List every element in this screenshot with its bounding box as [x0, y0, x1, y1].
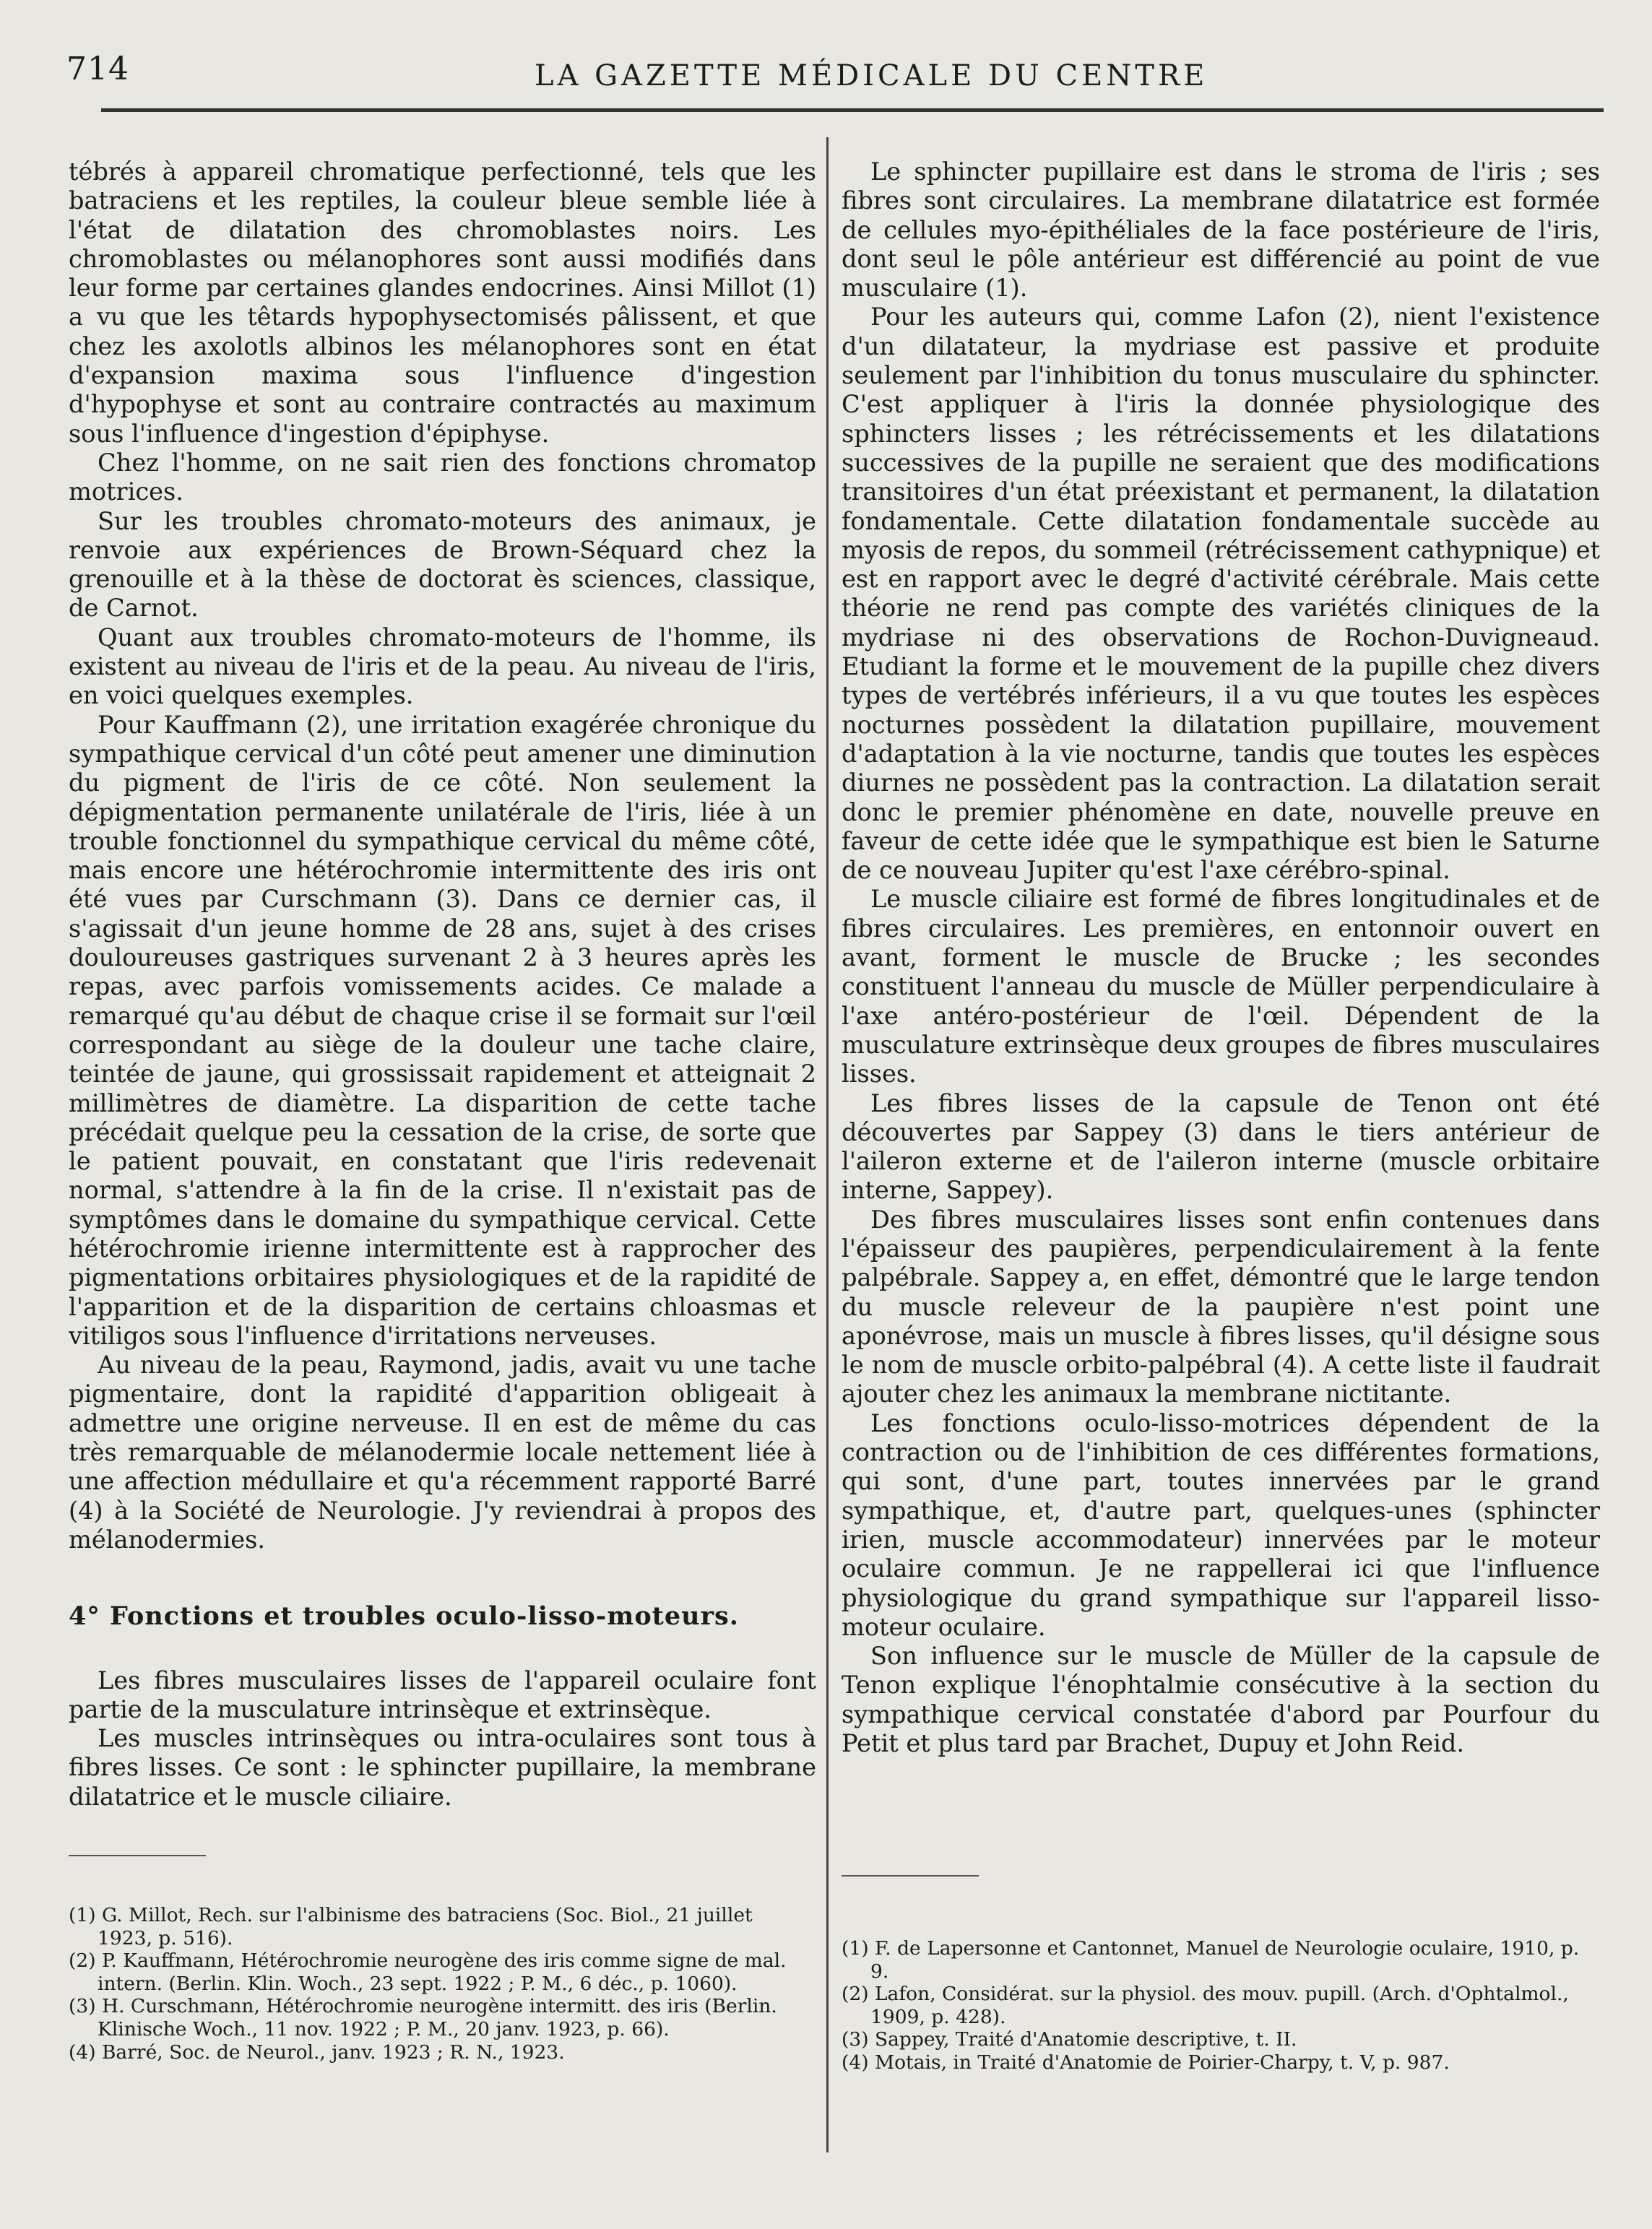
footnote: (3) Sappey, Traité d'Anatomie descriptive, t. II.: [842, 2028, 1297, 2051]
header-rule: [101, 108, 1604, 112]
paragraph: Pour Kauffmann (2), une irritation exagérée chronique du sympathique cervical d'un côté peut amener une diminution du pigment de l'iris de ce côté. Non seulement la dépigmentation permanente unilatérale de l'iris, liée à un trouble fonctionnel du sympathique cervical du même côté, mais encore une hétérochromie intermittente des iris ont été vues par Curschmann (3). Dans ce dernier cas, il s'agissait d'un jeune homme de 28 ans, sujet à des crises douloureuses gastriques survenant 2 à 3 heures après les repas, avec parfois vomissements acides. Ce malade a remarqué qu'au début de chaque crise il se formait sur l'œil correspondant au siège de la douleur une tache claire, teintée de jaune, qui grossissait rapidement et atteignait 2 millimètres de diamètre. La disparition de cette tache précédait quelque peu la cessation de la crise, de sorte que le patient pouvait, en constatant que l'iris redevenait normal, s'attendre à la fin de la crise. Il n'existait pas de symptômes dans le domaine du sympathique cervical. Cette hétérochromie irienne intermittente est à rapprocher des pigmentations orbitaires physiologiques et de la rapidité de l'apparition et de la disparition de certains chloasmas et vitiligos sous l'influence d'irritations nerveuses.: [69, 710, 816, 1350]
footnotes-left: [69, 1904, 813, 2064]
paragraph: Chez l'homme, on ne sait rien des fonctions chromatop motrices.: [69, 448, 816, 506]
paragraph: Le sphincter pupillaire est dans le stroma de l'iris ; ses fibres sont circulaires. La membrane dilatatrice est formée de cellules myo-épithéliales de la face postérieure de l'iris, dont seul le pôle antérieur est différencié au point de vue musculaire (1).: [842, 157, 1600, 303]
paragraph: Quant aux troubles chromato-moteurs de l'homme, ils existent au niveau de l'iris et de la peau. Au niveau de l'iris, en voici quelques exemples.: [69, 623, 816, 710]
footnote: (3) H. Curschmann, Hétérochromie neurogène intermitt. des iris (Berlin. Klinische Woch., 11 nov. 1922 ; P. M., 20 janv. 1923, p. 66).: [69, 1995, 777, 2040]
footnote: (4) Barré, Soc. de Neurol., janv. 1923 ; R. N., 1923.: [69, 2040, 565, 2064]
footnotes-right: [842, 1937, 1600, 2074]
journal-title: LA GAZETTE MÉDICALE DU CENTRE: [535, 59, 1208, 92]
footnote: (2) P. Kauffmann, Hétérochromie neurogène des iris comme signe de mal. intern. (Berlin. Klin. Woch., 23 sept. 1922 ; P. M., 6 déc., p. 1060).: [69, 1949, 787, 1995]
paragraph: Son influence sur le muscle de Müller de la capsule de Tenon explique l'énophtalmie consécutive à la section du sympathique cervical constatée d'abord par Pourfour du Petit et plus tard par Brachet, Dupuy et John Reid.: [842, 1642, 1600, 1758]
paragraph: Les fibres lisses de la capsule de Tenon ont été découvertes par Sappey (3) dans le tiers antérieur de l'aileron externe et de l'aileron interne (muscle orbitaire interne, Sappey).: [842, 1088, 1600, 1205]
paragraph: Les muscles intrinsèques ou intra-oculaires sont tous à fibres lisses. Ce sont : le sphincter pupillaire, la membrane dilatatrice et le muscle ciliaire.: [69, 1724, 816, 1811]
paragraph: Le muscle ciliaire est formé de fibres longitudinales et de fibres circulaires. Les premières, en entonnoir ouvert en avant, forment le muscle de Brucke ; les secondes constituent l'anneau du muscle de Müller perpendiculaire à l'axe antéro-postérieur de l'œil. Dépendent de la musculature extrinsèque deux groupes de fibres musculaires lisses.: [842, 885, 1600, 1088]
paragraph: Les fibres musculaires lisses de l'appareil oculaire font partie de la musculature intrinsèque et extrinsèque.: [69, 1666, 816, 1723]
paragraph: Des fibres musculaires lisses sont enfin contenues dans l'épaisseur des paupières, perpendiculairement à la fente palpébrale. Sappey a, en effet, démontré que le large tendon du muscle releveur de la paupière n'est point une aponévrose, mais un muscle à fibres lisses, qu'il désigne sous le nom de muscle orbito-palpébral (4). A cette liste il faudrait ajouter chez les animaux la membrane nictitante.: [842, 1205, 1600, 1408]
footnote: (1) F. de Lapersonne et Cantonnet, Manuel de Neurologie oculaire, 1910, p. 9.: [842, 1937, 1580, 1983]
paragraph: tébrés à appareil chromatique perfectionné, tels que les batraciens et les reptiles, la couleur bleue semble liée à l'état de dilatation des chromoblastes noirs. Les chromoblastes ou mélanophores sont aussi modifiés dans leur forme par certaines glandes endocrines. Ainsi Millot (1) a vu que les têtards hypophysectomisés pâlissent, et que chez les axolotls albinos les mélanophores sont en état d'expansion maxima sous l'influence d'ingestion d'hypophyse et sont au contraire contractés au maximum sous l'influence d'ingestion d'épiphyse.: [69, 157, 816, 448]
footnote: (1) G. Millot, Rech. sur l'albinisme des batraciens (Soc. Biol., 21 juillet 1923, p. 516).: [69, 1904, 753, 1949]
paragraph: Les fonctions oculo-lisso-motrices dépendent de la contraction ou de l'inhibition de ces différentes formations, qui sont, d'une part, toutes innervées par le grand sympathique, et, d'autre part, quelques-unes (sphincter irien, muscle accommodateur) innervées par le moteur oculaire commun. Je ne rappellerai ici que l'influence physiologique du grand sympathique sur l'appareil lisso-moteur oculaire.: [842, 1408, 1600, 1641]
section-heading: 4° Fonctions et troubles oculo-lisso-moteurs.: [69, 1601, 739, 1632]
footnote-rule: [842, 1875, 979, 1877]
column-divider: [826, 137, 829, 2152]
page-number: 714: [66, 51, 129, 87]
footnote-rule: [69, 1855, 206, 1856]
left-column: [69, 157, 816, 1812]
footnote: (2) Lafon, Considérat. sur la physiol. des mouv. pupill. (Arch. d'Ophtalmol., 1909, p. 428).: [842, 1983, 1569, 2028]
footnote: (4) Motais, in Traité d'Anatomie de Poirier-Charpy, t. V, p. 987.: [842, 2051, 1450, 2074]
paragraph: Au niveau de la peau, Raymond, jadis, avait vu une tache pigmentaire, dont la rapidité d'apparition obligeait à admettre une origine nerveuse. Il en est de même du cas très remarquable de mélanodermie locale nettement liée à une affection médullaire et qu'a récemment rapporté Barré (4) à la Société de Neurologie. J'y reviendrai à propos des mélanodermies.: [69, 1351, 816, 1554]
paragraph: Sur les troubles chromato-moteurs des animaux, je renvoie aux expériences de Brown-Séquard chez la grenouille et à la thèse de doctorat ès sciences, classique, de Carnot.: [69, 506, 816, 623]
paragraph: Pour les auteurs qui, comme Lafon (2), nient l'existence d'un dilatateur, la mydriase est passive et produite seulement par l'inhibition du tonus musculaire du sphincter. C'est appliquer à l'iris la donnée physiologique des sphincters lisses ; les rétrécissements et les dilatations successives de la pupille ne seraient que des modifications transitoires d'un état préexistant et permanent, la dilatation fondamentale. Cette dilatation fondamentale succède au myosis de repos, du sommeil (rétrécissement cathypnique) et est en rapport avec le degré d'activité cérébrale. Mais cette théorie ne rend pas compte des variétés cliniques de la mydriase ni des observations de Rochon-Duvigneaud. Etudiant la forme et le mouvement de la pupille chez divers types de vertébrés inférieurs, il a vu que toutes les espèces nocturnes possèdent la dilatation pupillaire, mouvement d'adaptation à la vie nocturne, tandis que toutes les espèces diurnes ne possèdent pas la contraction. La dilatation serait donc le premier phénomène en date, nouvelle preuve en faveur de cette idée que le sympathique est bien le Saturne de ce nouveau Jupiter qu'est l'axe cérébro-spinal.: [842, 303, 1600, 885]
right-column: [842, 157, 1600, 1758]
